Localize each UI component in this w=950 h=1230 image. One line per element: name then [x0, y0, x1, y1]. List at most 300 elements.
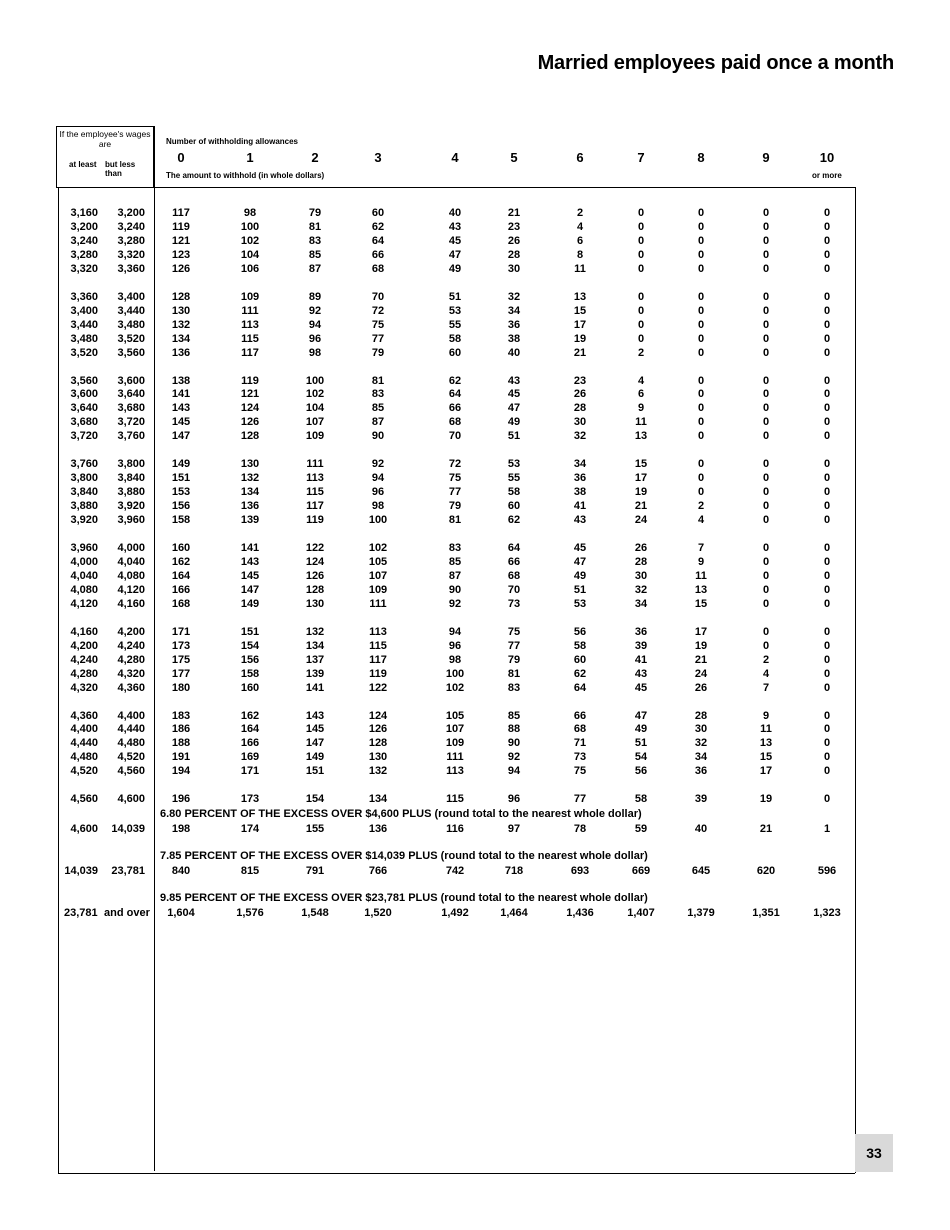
amount-cell: 32: [694, 737, 708, 750]
amount-cell: 75: [371, 318, 385, 331]
amount-cell: 109: [445, 737, 465, 750]
amount-cell: 17: [634, 472, 648, 485]
amount-cell: 0: [637, 220, 645, 233]
less-than-cell: 4,080: [117, 569, 145, 582]
bracket-less-than: 14,039: [111, 823, 145, 835]
amount-cell: 134: [240, 486, 260, 499]
amount-cell: 132: [305, 625, 325, 638]
amount-cell: 0: [823, 555, 831, 568]
amount-cell: 85: [371, 402, 385, 415]
at-least-cell: 4,360: [70, 709, 98, 722]
amount-cell: 130: [171, 304, 191, 317]
amount-cell: 51: [634, 737, 648, 750]
amount-cell: 166: [171, 583, 191, 596]
amount-cell: 145: [305, 723, 325, 736]
amount-cell: 87: [308, 262, 322, 275]
amount-cell: 41: [573, 500, 587, 513]
amount-cell: 0: [697, 346, 705, 359]
amount-cell: 94: [507, 765, 521, 778]
amount-cell: 96: [308, 332, 322, 345]
amount-cell: 0: [697, 248, 705, 261]
amount-cell: 60: [371, 207, 385, 219]
amount-cell: 0: [697, 318, 705, 331]
amount-cell: 13: [573, 290, 587, 303]
amount-cell: 188: [171, 737, 191, 750]
amount-cell: 0: [823, 653, 831, 666]
less-than-cell: 3,880: [117, 486, 145, 499]
allowance-column-5: 5: [510, 150, 518, 165]
amount-cell: 58: [634, 793, 648, 806]
amount-cell: 51: [507, 430, 521, 443]
less-than-cell: 3,240: [117, 220, 145, 233]
amount-cell: 0: [823, 569, 831, 582]
amount-cell: 51: [573, 583, 587, 596]
amount-cell: 124: [240, 402, 260, 415]
amount-cell: 0: [762, 304, 770, 317]
amount-cell: 30: [507, 262, 521, 275]
amount-cell: 11: [695, 569, 707, 582]
amount-cell: 0: [762, 416, 770, 429]
amount-cell: 137: [305, 653, 325, 666]
amount-cell: 96: [448, 639, 462, 652]
bracket-amount-cell: 742: [445, 865, 465, 877]
amount-cell: 109: [368, 583, 388, 596]
amount-cell: 94: [371, 472, 385, 485]
less-than-cell: 3,920: [117, 500, 145, 513]
amount-cell: 24: [634, 514, 648, 527]
amount-cell: 0: [823, 597, 831, 610]
amount-cell: 0: [762, 374, 770, 387]
amount-cell: 56: [634, 765, 648, 778]
amount-cell: 77: [507, 639, 521, 652]
amount-cell: 0: [823, 583, 831, 596]
amount-cell: 0: [637, 248, 645, 261]
amount-cell: 92: [308, 304, 322, 317]
at-least-cell: 3,520: [70, 346, 98, 359]
allowance-column-0: 0: [177, 150, 185, 165]
amount-cell: 9: [637, 402, 645, 415]
amount-cell: 111: [446, 751, 464, 764]
amount-cell: 17: [694, 625, 708, 638]
amount-cell: 145: [171, 416, 191, 429]
at-least-cell: 3,920: [70, 514, 98, 527]
amount-cell: 124: [368, 709, 388, 722]
amount-cell: 128: [368, 737, 388, 750]
amount-cell: 0: [697, 458, 705, 471]
amount-cell: 28: [573, 402, 587, 415]
amount-cell: 0: [697, 207, 705, 219]
amount-cell: 66: [507, 555, 521, 568]
amount-cell: 0: [762, 430, 770, 443]
amount-cell: 169: [240, 751, 260, 764]
allowance-column-3: 3: [374, 150, 382, 165]
less-than-cell: 3,640: [117, 388, 145, 401]
at-least-cell: 3,440: [70, 318, 98, 331]
amount-cell: 0: [823, 332, 831, 345]
amount-cell: 171: [240, 765, 260, 778]
amount-cell: 138: [171, 374, 191, 387]
less-than-cell: 3,400: [117, 290, 145, 303]
amount-cell: 39: [694, 793, 708, 806]
amount-cell: 113: [241, 318, 259, 331]
amount-cell: 164: [171, 569, 191, 582]
amount-cell: 107: [305, 416, 325, 429]
allowances-label: Number of withholding allowances: [166, 137, 299, 146]
amount-cell: 17: [573, 318, 587, 331]
table-left-border: [58, 187, 59, 1173]
amount-cell: 139: [240, 514, 260, 527]
amount-cell: 13: [694, 583, 708, 596]
amount-cell: 132: [368, 765, 388, 778]
less-than-cell: 4,520: [117, 751, 145, 764]
amount-cell: 151: [240, 625, 260, 638]
amount-cell: 58: [507, 486, 521, 499]
amount-cell: 119: [241, 374, 259, 387]
at-least-cell: 4,400: [70, 723, 98, 736]
amount-cell: 117: [369, 653, 387, 666]
amount-cell: 0: [697, 402, 705, 415]
less-than-cell: 4,400: [117, 709, 145, 722]
amount-cell: 0: [762, 290, 770, 303]
amount-cell: 51: [448, 290, 462, 303]
less-than-cell: 4,560: [117, 765, 145, 778]
amount-cell: 54: [634, 751, 648, 764]
amount-cell: 58: [573, 639, 587, 652]
amount-cell: 136: [240, 500, 260, 513]
amount-cell: 17: [759, 765, 773, 778]
amount-cell: 75: [507, 625, 521, 638]
bracket-amount-cell: 840: [171, 865, 191, 877]
amount-cell: 77: [573, 793, 587, 806]
amount-cell: 70: [448, 430, 462, 443]
amount-cell: 83: [448, 542, 462, 554]
amount-cell: 183: [171, 709, 191, 722]
allowance-column-7: 7: [637, 150, 645, 165]
amount-cell: 147: [305, 737, 325, 750]
bracket-amount-cell: 693: [570, 865, 590, 877]
wage-column-divider: [154, 126, 155, 1171]
bracket-note: 9.85 PERCENT OF THE EXCESS OVER $23,781 PLUS (round total to the nearest whole dollar): [160, 892, 648, 904]
amount-cell: 171: [171, 625, 191, 638]
bracket-less-than: and over: [104, 907, 150, 919]
amount-cell: 85: [448, 555, 462, 568]
amount-cell: 0: [823, 416, 831, 429]
amount-cell: 0: [823, 765, 831, 778]
amount-cell: 158: [171, 514, 191, 527]
amount-cell: 119: [172, 220, 190, 233]
bracket-amount-cell: 1,492: [441, 907, 469, 919]
at-least-cell: 3,720: [70, 430, 98, 443]
allowance-column-8: 8: [697, 150, 705, 165]
at-least-cell: 3,280: [70, 248, 98, 261]
amount-cell: 34: [634, 597, 648, 610]
amount-cell: 162: [240, 709, 260, 722]
bracket-amount-cell: 1,351: [752, 907, 780, 919]
amount-cell: 30: [634, 569, 648, 582]
amount-cell: 0: [823, 458, 831, 471]
amount-cell: 92: [507, 751, 521, 764]
amount-cell: 85: [308, 248, 322, 261]
amount-cell: 0: [823, 500, 831, 513]
amount-cell: 70: [371, 290, 385, 303]
less-than-cell: 4,440: [117, 723, 145, 736]
at-least-cell: 3,320: [70, 262, 98, 275]
bracket-note: 7.85 PERCENT OF THE EXCESS OVER $14,039 PLUS (round total to the nearest whole dollar): [160, 850, 648, 862]
amount-cell: 34: [694, 751, 708, 764]
amount-cell: 0: [823, 723, 831, 736]
amount-cell: 156: [240, 653, 260, 666]
amount-cell: 126: [368, 723, 388, 736]
amount-cell: 43: [634, 667, 648, 680]
amount-cell: 28: [634, 555, 648, 568]
amount-cell: 0: [823, 639, 831, 652]
amount-cell: 121: [171, 234, 191, 247]
amount-cell: 156: [171, 500, 191, 513]
amount-cell: 0: [823, 304, 831, 317]
bracket-amount-cell: 59: [634, 823, 648, 835]
amount-cell: 117: [172, 207, 190, 219]
amount-cell: 64: [448, 388, 462, 401]
bracket-amount-cell: 1,407: [627, 907, 655, 919]
amount-cell: 130: [368, 751, 388, 764]
amount-cell: 39: [634, 639, 648, 652]
page-title: Married employees paid once a month: [537, 52, 894, 74]
amount-cell: 132: [240, 472, 260, 485]
less-than-cell: 4,240: [117, 639, 145, 652]
amount-cell: 0: [637, 262, 645, 275]
less-than-cell: 3,520: [117, 332, 145, 345]
amount-cell: 53: [573, 597, 587, 610]
at-least-cell: 4,000: [70, 555, 98, 568]
amount-cell: 162: [171, 555, 191, 568]
amount-cell: 130: [240, 458, 260, 471]
amount-cell: 121: [240, 388, 260, 401]
amount-cell: 0: [823, 248, 831, 261]
amount-cell: 141: [240, 542, 260, 554]
bracket-at-least: 23,781: [64, 907, 98, 919]
less-than-cell: 3,960: [117, 514, 145, 527]
amount-cell: 58: [448, 332, 462, 345]
at-least-cell: 3,480: [70, 332, 98, 345]
amount-cell: 21: [634, 500, 648, 513]
amount-cell: 66: [371, 248, 385, 261]
amount-cell: 117: [241, 346, 259, 359]
bracket-amount-cell: 1,379: [687, 907, 715, 919]
amount-cell: 0: [823, 234, 831, 247]
allowance-column-2: 2: [311, 150, 319, 165]
amount-cell: 149: [240, 597, 260, 610]
amount-cell: 81: [371, 374, 385, 387]
amount-cell: 0: [762, 332, 770, 345]
amount-cell: 2: [637, 346, 645, 359]
amount-cell: 45: [573, 542, 587, 554]
bracket-amount-cell: 116: [446, 823, 464, 835]
amount-cell: 154: [305, 793, 325, 806]
amount-cell: 115: [306, 486, 324, 499]
amount-cell: 136: [171, 346, 191, 359]
amount-cell: 72: [371, 304, 385, 317]
amount-cell: 100: [305, 374, 325, 387]
amount-cell: 64: [573, 681, 587, 694]
amount-cell: 0: [637, 318, 645, 331]
amount-cell: 66: [448, 402, 462, 415]
amount-cell: 6: [576, 234, 584, 247]
amount-cell: 0: [697, 430, 705, 443]
amount-cell: 32: [507, 290, 521, 303]
amount-cell: 60: [507, 500, 521, 513]
amount-cell: 2: [762, 653, 770, 666]
amount-cell: 126: [305, 569, 325, 582]
amount-cell: 7: [697, 542, 705, 554]
amount-cell: 26: [634, 542, 648, 554]
bracket-amount-cell: 78: [573, 823, 587, 835]
amount-cell: 96: [507, 793, 521, 806]
amount-cell: 0: [697, 486, 705, 499]
amount-cell: 0: [762, 207, 770, 219]
amount-cell: 0: [762, 583, 770, 596]
amount-cell: 47: [634, 709, 648, 722]
amount-cell: 0: [637, 332, 645, 345]
less-than-cell: 4,600: [117, 793, 145, 806]
at-least-cell: 4,160: [70, 625, 98, 638]
less-than-cell: 3,280: [117, 234, 145, 247]
amount-cell: 96: [371, 486, 385, 499]
bracket-amount-cell: 1: [823, 823, 831, 835]
amount-cell: 102: [368, 542, 388, 554]
at-least-cell: 4,080: [70, 583, 98, 596]
at-least-cell: 3,800: [70, 472, 98, 485]
amount-cell: 0: [823, 346, 831, 359]
amount-cell: 0: [823, 388, 831, 401]
amount-cell: 104: [240, 248, 260, 261]
amount-cell: 0: [823, 681, 831, 694]
at-least-cell: 4,200: [70, 639, 98, 652]
amount-cell: 94: [448, 625, 462, 638]
less-than-cell: 4,320: [117, 667, 145, 680]
amount-cell: 55: [507, 472, 521, 485]
but-less-than-label: but less than: [105, 160, 136, 178]
amount-cell: 158: [240, 667, 260, 680]
amount-cell: 49: [634, 723, 648, 736]
amount-cell: 111: [369, 597, 387, 610]
amount-cell: 23: [573, 374, 587, 387]
at-least-cell: 3,200: [70, 220, 98, 233]
amount-cell: 113: [446, 765, 464, 778]
amount-cell: 0: [637, 207, 645, 219]
amount-cell: 81: [308, 220, 322, 233]
amount-cell: 0: [762, 346, 770, 359]
amount-cell: 115: [446, 793, 464, 806]
amount-cell: 83: [507, 681, 521, 694]
amount-cell: 79: [308, 207, 322, 219]
amount-cell: 0: [823, 220, 831, 233]
amount-cell: 15: [634, 458, 648, 471]
amount-cell: 77: [448, 486, 462, 499]
amount-cell: 143: [305, 709, 325, 722]
amount-cell: 100: [368, 514, 388, 527]
amount-cell: 0: [762, 402, 770, 415]
amount-cell: 143: [240, 555, 260, 568]
at-least-cell: 3,600: [70, 388, 98, 401]
amount-cell: 62: [371, 220, 385, 233]
amount-cell: 89: [308, 290, 322, 303]
amount-cell: 34: [573, 458, 587, 471]
amount-cell: 0: [823, 737, 831, 750]
bracket-at-least: 14,039: [64, 865, 98, 877]
amount-cell: 160: [240, 681, 260, 694]
amount-cell: 88: [507, 723, 521, 736]
amount-cell: 19: [694, 639, 708, 652]
amount-cell: 126: [240, 416, 260, 429]
less-than-cell: 3,440: [117, 304, 145, 317]
amount-cell: 106: [240, 262, 260, 275]
amount-cell: 130: [305, 597, 325, 610]
bracket-amount-cell: 1,604: [167, 907, 195, 919]
at-least-cell: 4,560: [70, 793, 98, 806]
amount-cell: 36: [573, 472, 587, 485]
bracket-amount-cell: 596: [817, 865, 837, 877]
amount-cell: 81: [448, 514, 462, 527]
less-than-cell: 3,320: [117, 248, 145, 261]
amount-cell: 113: [369, 625, 387, 638]
amount-cell: 9: [762, 709, 770, 722]
amount-cell: 77: [371, 332, 385, 345]
amount-cell: 0: [823, 514, 831, 527]
amount-cell: 62: [448, 374, 462, 387]
amount-cell: 68: [448, 416, 462, 429]
amount-cell: 87: [448, 569, 462, 582]
amount-cell: 98: [308, 346, 322, 359]
allowance-column-1: 1: [246, 150, 254, 165]
amount-cell: 15: [759, 751, 773, 764]
amount-cell: 0: [762, 569, 770, 582]
bracket-amount-cell: 155: [305, 823, 325, 835]
amount-cell: 92: [371, 458, 385, 471]
amount-cell: 0: [762, 500, 770, 513]
amount-cell: 40: [448, 207, 462, 219]
at-least-cell: 3,880: [70, 500, 98, 513]
amount-cell: 0: [762, 220, 770, 233]
amount-cell: 151: [171, 472, 191, 485]
amount-cell: 36: [507, 318, 521, 331]
bracket-amount-cell: 1,464: [500, 907, 528, 919]
amount-cell: 0: [762, 542, 770, 554]
amount-cell: 36: [694, 765, 708, 778]
amount-cell: 166: [240, 737, 260, 750]
less-than-cell: 4,280: [117, 653, 145, 666]
amount-cell: 15: [573, 304, 587, 317]
amount-cell: 0: [823, 709, 831, 722]
amount-cell: 168: [171, 597, 191, 610]
amount-cell: 115: [369, 639, 387, 652]
amount-cell: 141: [305, 681, 325, 694]
amount-cell: 0: [823, 318, 831, 331]
amount-cell: 7: [762, 681, 770, 694]
amount-cell: 68: [573, 723, 587, 736]
allowance-column-4: 4: [451, 150, 459, 165]
amount-cell: 0: [762, 318, 770, 331]
allowance-column-10: 10: [819, 150, 835, 165]
amount-cell: 72: [448, 458, 462, 471]
amount-cell: 160: [171, 542, 191, 554]
amount-cell: 30: [694, 723, 708, 736]
bracket-amount-cell: 718: [504, 865, 524, 877]
amount-cell: 149: [305, 751, 325, 764]
amount-cell: 87: [371, 416, 385, 429]
amount-cell: 47: [448, 248, 462, 261]
less-than-cell: 4,160: [117, 597, 145, 610]
amount-cell: 0: [823, 472, 831, 485]
